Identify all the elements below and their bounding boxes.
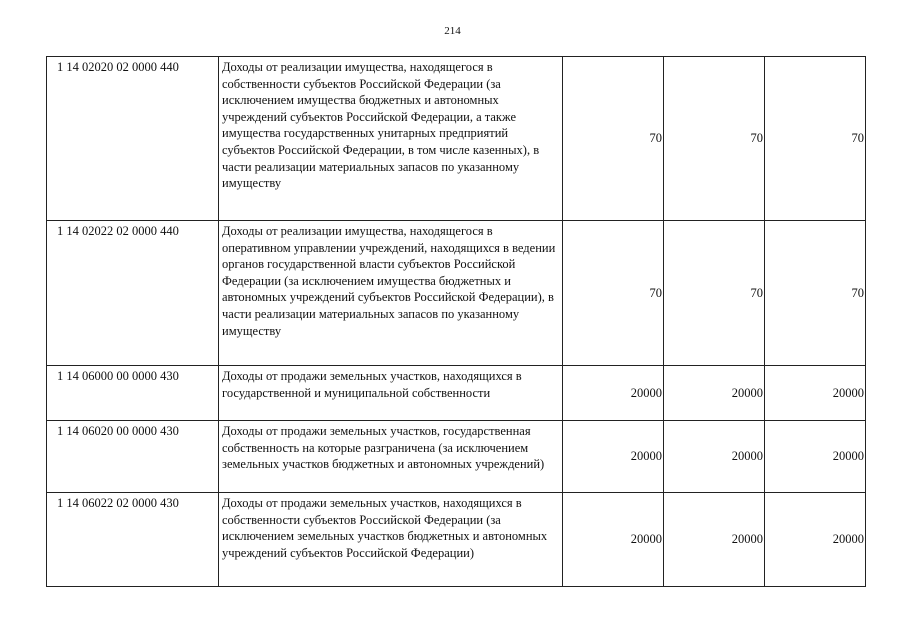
revenue-code-cell: 1 14 02020 02 0000 440	[47, 57, 219, 221]
amount-cell-year-1: 70	[563, 57, 664, 221]
amount-cell-year-1: 20000	[563, 493, 664, 587]
revenue-description-cell: Доходы от продажи земельных участков, находящихся в собственности субъектов Российской Федерации (за исключением земельных участков бюджетных и автономных учреждений субъектов Российской Федерации)	[219, 493, 563, 587]
amount-cell-year-2: 70	[664, 57, 765, 221]
amount-cell-year-1: 20000	[563, 421, 664, 493]
amount-cell-year-2: 70	[664, 221, 765, 366]
amount-cell-year-2: 20000	[664, 421, 765, 493]
table-row	[47, 221, 866, 366]
revenue-description-cell: Доходы от реализации имущества, находящегося в собственности субъектов Российской Федерации (за исключением имущества бюджетных и автономных учреждений субъектов Российской Федерации, а также имущества государственных унитарных предприятий субъектов Российской Федерации, в том числе казенных), в части реализации материальных запасов по указанному имуществу	[219, 57, 563, 221]
table-row	[47, 366, 866, 421]
revenue-code-cell: 1 14 06020 00 0000 430	[47, 421, 219, 493]
table-row	[47, 493, 866, 587]
revenue-code-cell: 1 14 06022 02 0000 430	[47, 493, 219, 587]
revenue-description-cell: Доходы от продажи земельных участков, государственная собственность на которые разграничена (за исключением земельных участков бюджетных и автономных учреждений)	[219, 421, 563, 493]
amount-cell-year-3: 20000	[765, 493, 866, 587]
amount-cell-year-1: 70	[563, 221, 664, 366]
amount-cell-year-3: 70	[765, 221, 866, 366]
revenue-description-cell: Доходы от реализации имущества, находящегося в оперативном управлении учреждений, находящихся в ведении органов государственной власти субъектов Российской Федерации (за исключением имущества бюджетных и автономных учреждений субъектов Российской Федерации), в части реализации материальных запасов по указанному имуществу	[219, 221, 563, 366]
amount-cell-year-3: 20000	[765, 366, 866, 421]
revenue-code-cell: 1 14 02022 02 0000 440	[47, 221, 219, 366]
amount-cell-year-2: 20000	[664, 493, 765, 587]
table-row	[47, 421, 866, 493]
revenue-code-cell: 1 14 06000 00 0000 430	[47, 366, 219, 421]
table-row	[47, 57, 866, 221]
amount-cell-year-3: 70	[765, 57, 866, 221]
budget-revenue-table	[46, 56, 866, 587]
revenue-description-cell: Доходы от продажи земельных участков, находящихся в государственной и муниципальной собственности	[219, 366, 563, 421]
amount-cell-year-3: 20000	[765, 421, 866, 493]
amount-cell-year-2: 20000	[664, 366, 765, 421]
page-number: 214	[444, 25, 461, 37]
amount-cell-year-1: 20000	[563, 366, 664, 421]
